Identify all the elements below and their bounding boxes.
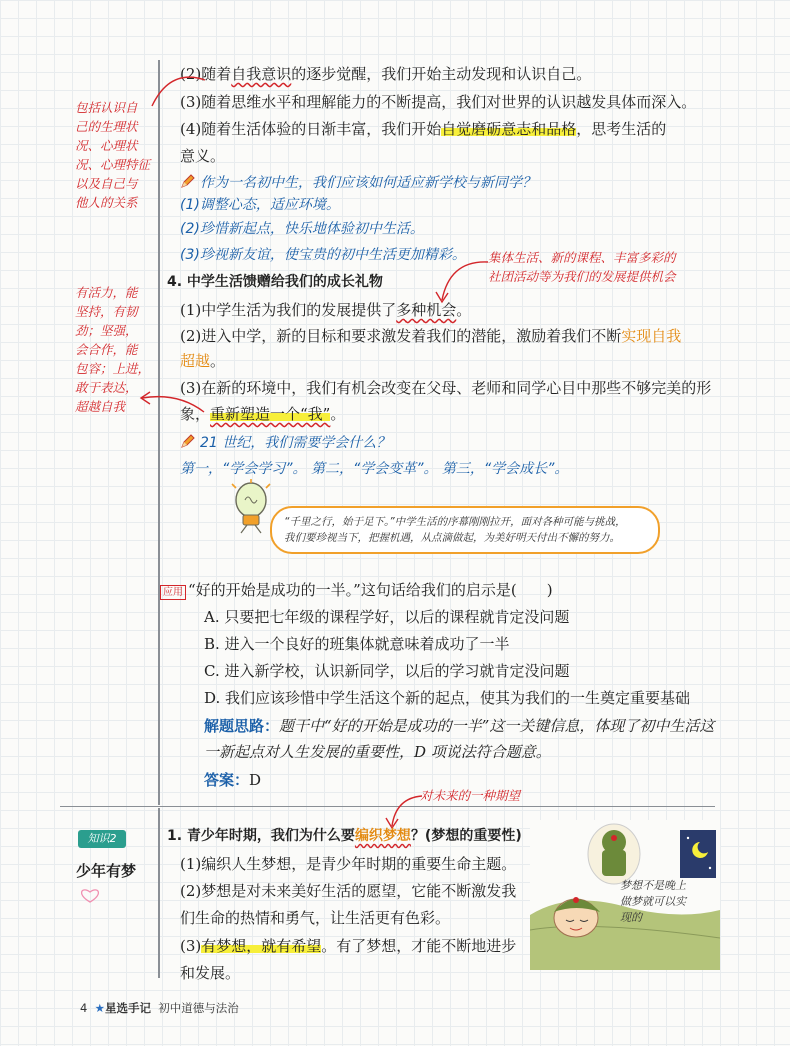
paragraph: (3)在新的环境中，我们有机会改变在父母、老师和同学心目中那些不够完美的形 — [180, 379, 712, 397]
answer: 答案：D — [204, 771, 262, 789]
answer-line: (3)珍视新友谊，使宝贵的初中生活更加精彩。 — [180, 247, 466, 263]
margin-note-opportunities: 集体生活、新的课程、丰富多彩的 社团活动等为我们的发展提供机会 — [488, 250, 676, 284]
question-1: 作为一名初中生，我们应该如何适应新学校与新同学？ — [180, 172, 536, 192]
paragraph-continued: 象，重新塑造一个“我”。 — [180, 405, 346, 423]
star-icon: ★ — [94, 1001, 105, 1015]
book-title: 星选手记 — [104, 1001, 151, 1015]
question-2: 21 世纪，我们需要学会什么？ — [180, 432, 390, 452]
option-a: A. 只要把七年级的课程学好，以后的课程就肯定没问题 — [204, 608, 570, 626]
solution-hint-continued: 一新起点对人生发展的重要性，D 项说法符合题意。 — [204, 743, 551, 761]
answer-line: (1)调整心态，适应环境。 — [180, 197, 340, 213]
paragraph: (1)编织人生梦想，是青少年时期的重要生命主题。 — [180, 855, 517, 873]
margin-line — [158, 60, 160, 805]
list-item: (3)随着思维水平和理解能力的不断提高，我们对世界的认识越发具体而深入。 — [180, 93, 697, 111]
list-item: (2)随着自我意识的逐步觉醒，我们开始主动发现和认识自己。 — [180, 65, 592, 83]
solution-hint: 解题思路：题干中“好的开始是成功的一半”这一关键信息，体现了初中生活这 — [204, 717, 715, 735]
paragraph: (2)进入中学，新的目标和要求激发着我们的潜能，激励着我们不断实现自我 — [180, 327, 682, 345]
annotation-arrow — [138, 386, 208, 416]
annotation-arrow — [150, 58, 210, 108]
answer-line: (2)珍惜新起点，快乐地体验初中生活。 — [180, 221, 424, 237]
margin-note-growth: 有活力，能 坚持，有韧 劲；坚强， 会合作，能 包容；上进， 敢于表达， 超越自我 — [75, 285, 151, 414]
margin-line-lower — [158, 808, 160, 978]
section-title: 4. 中学生活馈赠给我们的成长礼物 — [167, 274, 383, 290]
lightbulb-icon — [228, 478, 274, 536]
subject-title: 初中道德与法治 — [158, 1001, 239, 1015]
option-c: C. 进入新学校，认识新同学，以后的学习就肯定没问题 — [204, 662, 570, 680]
pencil-icon — [180, 173, 196, 189]
annotation-arrow — [382, 790, 426, 830]
heart-icon — [78, 888, 102, 904]
paragraph-continued: 们生命的热情和勇气，让生活更有色彩。 — [180, 909, 451, 927]
illustration-caption: 梦想不是晚上 做梦就可以实 现的 — [620, 879, 686, 924]
list-item-continued: 意义。 — [180, 147, 226, 165]
quote-bubble: “千里之行，始于足下。”中学生活的序幕刚刚拉开，面对各种可能与挑战， 我们要珍视当下，把握机遇，从点滴做起，为美好明天付出不懈的努力。 — [270, 506, 660, 554]
paragraph-continued: 和发展。 — [180, 964, 241, 982]
option-d: D. 我们应该珍惜中学生活这个新的起点，使其为我们的一生奠定重要基础 — [204, 689, 691, 707]
page-footer — [80, 1000, 239, 1016]
pencil-icon — [180, 433, 196, 449]
margin-note-self-awareness: 包括认识自 己的生理状 况、心理状 况、心理特征 以及自己与 他人的关系 — [75, 100, 151, 210]
option-b: B. 进入一个良好的班集体就意味着成功了一半 — [204, 635, 510, 653]
knowledge-title: 1. 青少年时期，我们为什么要编织梦想？(梦想的重要性) — [167, 828, 522, 844]
knowledge-tag: 知识2 — [78, 830, 126, 848]
paragraph: (1)中学生活为我们的发展提供了多种机会。 — [180, 301, 472, 319]
section-heading: 少年有梦 — [76, 862, 137, 880]
page-number: 4 — [80, 1001, 88, 1015]
paragraph: (2)梦想是对未来美好生活的愿望，它能不断激发我 — [180, 882, 517, 900]
annotation-arrow — [430, 256, 495, 306]
margin-note-dream: 对未来的一种期望 — [420, 788, 521, 803]
answer-line: 第一，“学会学习”。 第二，“学会变革”。 第三，“学会成长”。 — [180, 461, 569, 477]
application-question: 应用 “好的开始是成功的一半。”这句话给我们的启示是( ) — [160, 580, 553, 600]
list-item: (4)随着生活体验的日渐丰富，我们开始自觉磨砺意志和品格，思考生活的 — [180, 120, 667, 138]
paragraph: (3)有梦想，就有希望。有了梦想，才能不断地进步 — [180, 937, 517, 955]
paragraph-continued: 超越。 — [180, 352, 226, 370]
